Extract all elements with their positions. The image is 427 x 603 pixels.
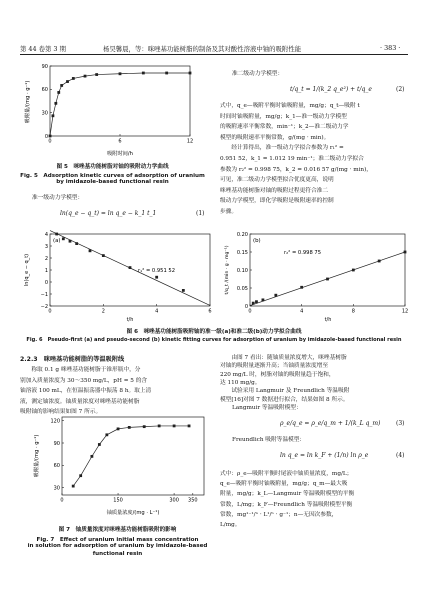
- header-rule: [20, 54, 408, 55]
- equation-2: t/q_t = 1/(k_2 q_e²) + t/q_e: [290, 86, 372, 93]
- equation-4: ln q_e = ln k_F + (1/n) ln ρ_e: [280, 452, 369, 459]
- text-line: 吸附铀的影响结果如图 7 所示。: [20, 409, 102, 416]
- text-line: 式中，q_e—吸附平衡时铀吸附量，mg/g；q_t—吸附 t: [220, 103, 360, 109]
- x-tick-label: 0: [48, 138, 52, 145]
- header-page-number: · 383 ·: [380, 44, 401, 52]
- section-2-2-3-title: 2.2.3 咪唑基功能树脂的等温吸附线: [20, 356, 125, 363]
- x-tick-label: 6: [118, 138, 122, 145]
- fig6-caption-en: Fig. 6 Pseudo-first (a) and pseudo-second (b) kinetic fitting curves for adsorption of uranium by imidazole-based functional resin: [26, 337, 402, 343]
- fig6a-point: [129, 266, 132, 269]
- text-line: 模型[16]对图 7 数据进行拟合，结果如图 8 所示。: [220, 396, 349, 403]
- fig5-point: [49, 135, 52, 138]
- text-line: 常数，mg¹⁻¹/ⁿ · L¹/ⁿ · g⁻¹；n—无因次参数，: [220, 511, 338, 518]
- y-tick-label: 90: [53, 440, 60, 447]
- equation-3: ρ_e/q_e = ρ_e/q_m + 1/(k_L q_m): [280, 420, 381, 427]
- equation-1: ln(q_e − q_t) = ln q_e − k_1 t_1: [60, 210, 157, 217]
- x-tick-label: 150: [113, 497, 123, 504]
- figure-7-chart: [28, 411, 213, 517]
- y-tick-label: 0.10: [236, 267, 248, 274]
- fig5-point: [54, 102, 57, 105]
- fig5-point: [60, 84, 63, 87]
- fig5-point: [142, 72, 145, 75]
- y-tick-label: 1: [44, 267, 48, 274]
- x-tick-label: 4: [155, 308, 159, 315]
- x-tick-label: 8: [351, 308, 355, 315]
- text-line: 级动力学模型，即化学吸附是吸附速率的控制: [220, 198, 334, 205]
- y-tick-label: 0.20: [236, 231, 248, 238]
- fig6a-point: [55, 233, 58, 236]
- text-line: 时间时铀吸附量，mg/g；k_1—准一级动力学模型: [220, 113, 347, 120]
- y-tick-label: 90: [41, 63, 48, 70]
- equation-2-number: (2): [396, 86, 405, 93]
- fig6a-panel-label: (a): [53, 238, 61, 244]
- text-line: 模型的吸附速率平衡常数，g/(mg · min)。: [220, 134, 330, 141]
- fig6b-axes: [250, 234, 405, 306]
- fig7-point: [72, 485, 75, 488]
- figure-6a-chart: [20, 228, 220, 324]
- fig5-point: [66, 80, 69, 83]
- fig6b-point: [252, 302, 255, 305]
- fig7-axes: [62, 417, 204, 495]
- equation-3-number: (3): [396, 420, 405, 427]
- fig5-curve: [50, 73, 190, 136]
- fig6a-point: [155, 276, 158, 279]
- y-tick-label: −2: [40, 303, 48, 310]
- y-tick-label: −1: [40, 291, 48, 298]
- text-line: 参数为 r₂² = 0.998 75，k_2 = 0.016 57 g/(mg · min)，: [220, 166, 372, 173]
- x-tick-label: 4: [300, 308, 304, 315]
- fig6a-r2: r₁² = 0.951 52: [138, 268, 176, 274]
- fig7-caption-en-3: functional resin: [92, 551, 143, 557]
- text-line: 对铀的吸附量逐渐升高；当铀质量浓度增至: [220, 363, 329, 370]
- fig6b-xlabel: t/h: [324, 317, 332, 323]
- fig6-caption-cn: 图 6 咪唑基功能树脂吸附铀的准一级(a)和准二级(b)动力学拟合曲线: [126, 329, 302, 335]
- fig5-ylabel: 吸附量/(mg · g⁻¹): [25, 80, 31, 124]
- fig5-point: [119, 72, 122, 75]
- y-tick-label: 4: [44, 231, 48, 238]
- y-tick-label: 120: [50, 418, 60, 425]
- x-tick-label: 12: [401, 308, 409, 315]
- y-tick-label: 60: [41, 87, 48, 94]
- fig7-point: [117, 427, 120, 430]
- fig6b-point: [404, 251, 407, 254]
- text-line: 称取 0.1 g 咪唑基功能树脂于锥形瓶中，分: [20, 367, 141, 373]
- y-tick-label: 3: [44, 243, 48, 250]
- text-line: 由图 7 看出：随铀质量浓度增大，咪唑基树脂: [220, 355, 347, 361]
- fig6a-point: [102, 254, 105, 257]
- fig7-point: [98, 443, 101, 446]
- fig6a-point: [89, 249, 92, 252]
- fig6b-point: [255, 300, 258, 303]
- fig5-point: [95, 73, 98, 76]
- fig5-point: [72, 77, 75, 80]
- text-line: 的吸附速率平衡常数，min⁻¹；k_2—准二级动力学: [220, 124, 349, 131]
- x-tick-label: 300: [169, 497, 179, 504]
- x-tick-label: 2: [101, 308, 105, 315]
- text-line: 0.951 52，k_1 = 1.012 19 min⁻¹；准二级动力学拟合: [220, 156, 364, 162]
- fig6b-r2: r₂² = 0.998 75: [284, 250, 322, 256]
- fig6b-panel-label: (b): [253, 238, 261, 244]
- fig6a-point: [62, 237, 65, 240]
- fig6a-axes: [50, 234, 210, 306]
- y-tick-label: 0.05: [236, 285, 248, 292]
- x-tick-label: 12: [186, 138, 194, 145]
- figure-6b-chart: [220, 228, 415, 324]
- y-tick-label: 0: [44, 133, 48, 140]
- fig5-point: [165, 72, 168, 75]
- fig7-point: [79, 474, 82, 477]
- fig7-point: [173, 425, 176, 428]
- fig6b-point: [326, 278, 329, 281]
- header-article-title: 杨昊馨晨，等：咪唑基功能树脂的制备及其对酸性溶液中铀的吸附性能: [103, 45, 302, 53]
- text-line: 常数，L/mg；k_F—Freundlich 等温吸附模型平衡: [220, 501, 353, 508]
- text-line: 附量，mg/g；k_L—Langmuir 等温吸附模型的平衡: [220, 491, 355, 498]
- fig5-axes: [50, 66, 190, 136]
- text-line: 220 mg/L 时，树脂对铀的吸附量趋于饱和，: [220, 371, 335, 378]
- fig7-point: [90, 455, 93, 458]
- x-tick-label: 0: [60, 497, 64, 504]
- text-line: 经计算得出，准一级动力学拟合参数为 r₁² =: [220, 145, 344, 152]
- fig6a-ylabel: ln(q_e − q_t): [24, 253, 30, 287]
- fig6a-xlabel: t/h: [126, 317, 134, 323]
- text-line: L/mg。: [220, 522, 241, 528]
- equation-4-number: (4): [396, 452, 405, 459]
- fig5-caption-en-2: by imidazole-based functional resin: [56, 179, 169, 185]
- fig7-caption-en-1: Fig. 7 Effect of uranium initial mass concentration: [36, 537, 199, 543]
- y-tick-label: 0.15: [236, 249, 248, 256]
- fig6a-point: [69, 240, 72, 243]
- fig7-point: [105, 433, 108, 436]
- fig7-ylabel: 吸附量/(mg · g⁻¹): [34, 434, 40, 478]
- fig5-xlabel: 吸附时间/h: [107, 151, 133, 157]
- fig6a-point: [182, 289, 185, 292]
- text-line: 别加入质量浓度为 30～350 mg/L，pH = 5 的含: [20, 377, 148, 384]
- left-pseudo-first-label: 准一级动力学模型：: [32, 195, 84, 201]
- text-line: q_e—吸附平衡时铀吸附量，mg/g；q_m—最大吸: [220, 481, 348, 488]
- fig6b-point: [262, 298, 265, 301]
- fig6b-ylabel: t/q_t /(min · g · mg⁻¹): [225, 245, 230, 295]
- text-line: 达 110 mg/g。: [220, 379, 261, 386]
- x-tick-label: 6: [208, 308, 212, 315]
- y-tick-label: 60: [53, 463, 60, 470]
- equation-1-number: (1): [196, 210, 205, 217]
- langmuir-label: Langmuir 等温吸附模型：: [232, 405, 302, 411]
- text-line: 步骤。: [220, 209, 238, 215]
- text-line: 咪唑基功能树脂对铀的吸附过程更符合准二: [220, 187, 329, 194]
- fig5-point: [84, 75, 87, 78]
- fig5-point: [52, 114, 55, 117]
- fig5-caption-cn: 图 5 咪唑基功能树脂对铀的吸附动力学曲线: [56, 164, 169, 170]
- fig7-point: [128, 426, 131, 429]
- right-pseudo-second-label: 准二级动力学模型：: [232, 71, 284, 77]
- fig6a-point: [75, 242, 78, 245]
- y-tick-label: 30: [41, 110, 48, 117]
- fig6b-point: [300, 286, 303, 289]
- y-tick-label: 0: [244, 303, 248, 310]
- header-volume: 第 44 卷第 3 期: [20, 45, 66, 53]
- text-line: 可见，准二级动力学模型拟合优度更高，说明: [220, 177, 334, 184]
- text-line: 铀溶液 100 mL，在恒温振荡器中振荡 8 h。取上清: [20, 388, 152, 395]
- fig7-point: [188, 425, 191, 428]
- fig7-point: [143, 425, 146, 428]
- fig5-point: [57, 91, 60, 94]
- fig7-point: [158, 425, 161, 428]
- figure-5-chart: [20, 60, 195, 158]
- fig6b-point: [378, 260, 381, 263]
- text-line: 试验采用 Langmuir 及 Freundlich 等温吸附: [220, 388, 350, 395]
- fig7-caption-en-2: in solution for adsorption of uranium by imidazole-based: [27, 543, 208, 549]
- fig6b-point: [274, 294, 277, 297]
- fig5-caption-en-1: Fig. 5 Adsorption kinetic curves of adsorption of uranium: [20, 173, 205, 179]
- x-tick-label: 0: [248, 308, 252, 315]
- freundlich-label: Freundlich 吸附等温模型：: [232, 437, 306, 443]
- fig7-caption-cn: 图 7 铀质量浓度对咪唑基功能树脂吸附的影响: [58, 527, 177, 533]
- fig7-xlabel: 铀质量浓度/(mg · L⁻¹): [106, 510, 160, 516]
- x-tick-label: 350: [188, 497, 198, 504]
- text-line: 液，测定铀浓度。铀质量浓度对咪唑基功能树脂: [20, 398, 140, 405]
- y-tick-label: 2: [44, 255, 48, 262]
- fig6b-point: [352, 269, 355, 272]
- y-tick-label: 30: [53, 485, 60, 492]
- text-line: 式中：ρ_e—吸附平衡时尾液中铀质量浓度，mg/L；: [220, 471, 353, 477]
- fig5-point: [189, 72, 192, 75]
- x-tick-label: 0: [48, 308, 52, 315]
- y-tick-label: 0: [44, 279, 48, 286]
